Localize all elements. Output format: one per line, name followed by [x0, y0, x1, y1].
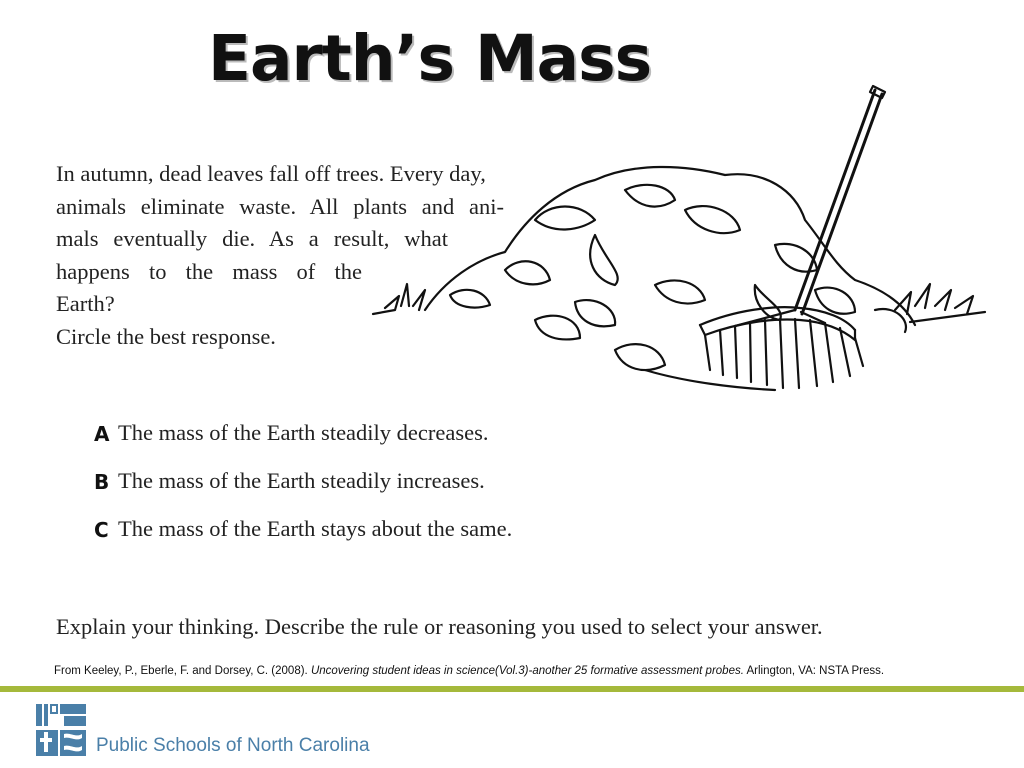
- option-b[interactable]: [94, 468, 512, 516]
- option-letter: C: [94, 518, 109, 542]
- organization-name: Public Schools of North Carolina: [96, 735, 370, 756]
- option-text: The mass of the Earth steadily increases.: [118, 468, 485, 493]
- prompt-line: mals eventually die. As a result, what: [56, 226, 448, 251]
- option-c[interactable]: [94, 516, 512, 564]
- option-text: The mass of the Earth stays about the same.: [118, 516, 513, 541]
- prompt-line: happens to the mass of the: [56, 258, 362, 284]
- answer-options: [94, 420, 512, 564]
- page-title: Earth’s Mass: [208, 22, 652, 95]
- citation: [54, 665, 884, 677]
- divider-rule: [0, 686, 1024, 692]
- option-letter: A: [94, 422, 110, 446]
- prompt-line: In autumn, dead leaves fall off trees. Every day,: [56, 161, 486, 186]
- citation-prefix: From Keeley, P., Eberle, F. and Dorsey, C. (2008).: [54, 665, 311, 677]
- citation-suffix: Arlington, VA: NSTA Press.: [743, 665, 885, 677]
- leaf-pile-with-rake-icon: [355, 70, 995, 400]
- option-a[interactable]: [94, 420, 512, 468]
- nc-schools-logo-icon: [34, 702, 88, 758]
- option-text: The mass of the Earth steadily decreases.: [118, 420, 489, 445]
- prompt-line: Earth?: [56, 291, 115, 316]
- prompt-line: Circle the best response.: [56, 323, 276, 349]
- prompt-line: animals eliminate waste. All plants and ani-: [56, 193, 504, 219]
- citation-work: Uncovering student ideas in science(Vol.3)-another 25 formative assessment probes.: [310, 665, 744, 677]
- explain-instruction: Explain your thinking. Describe the rule or reasoning you used to select your answer.: [56, 614, 823, 639]
- option-letter: B: [94, 470, 110, 494]
